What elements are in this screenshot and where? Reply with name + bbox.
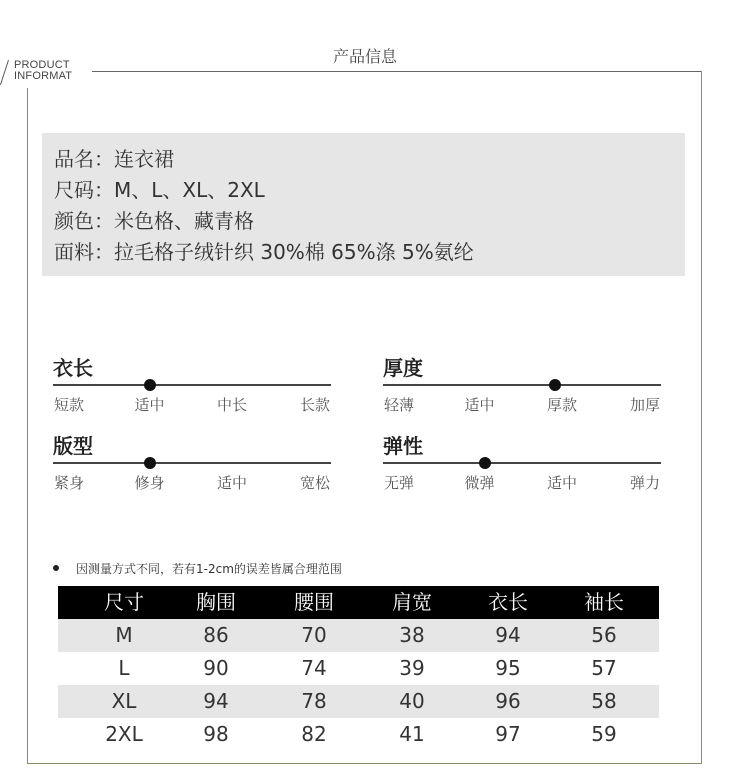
table-cell: 98 [203, 722, 229, 746]
attribute-title: 厚度 [383, 356, 423, 380]
attribute-title: 弹性 [383, 434, 423, 458]
table-row [58, 652, 659, 685]
table-cell: 38 [399, 623, 425, 647]
header-rule [92, 71, 702, 72]
table-cell: 82 [301, 722, 327, 746]
info-row-color: 颜色：米色格、藏青格 [54, 209, 254, 233]
table-cell: M [115, 623, 133, 647]
attribute-scale-label: 微弹 [464, 474, 495, 492]
table-cell: 94 [203, 689, 229, 713]
table-header-cell: 尺寸 [104, 590, 144, 614]
note-bullet [53, 565, 59, 571]
attribute-scale-line [53, 462, 331, 464]
table-header-cell: 肩宽 [392, 590, 432, 614]
table-cell: XL [111, 689, 137, 713]
attribute-scale-label: 紧身 [53, 474, 85, 492]
header-english-line2: INFORMAT [14, 70, 73, 82]
table-cell: 96 [495, 689, 521, 713]
measurement-note: 因测量方式不同，若有1-2cm的误差皆属合理范围 [76, 562, 342, 576]
attribute-title: 衣长 [53, 356, 93, 380]
header-english-line1: PRODUCT [14, 59, 70, 71]
info-row-fabric: 面料：拉毛格子绒针织 30%棉 65%涤 5%氨纶 [54, 240, 474, 264]
table-header-cell: 衣长 [488, 590, 528, 614]
product-info-box [42, 133, 685, 276]
frame-bottom-border [27, 763, 702, 764]
attribute-scale-line [383, 384, 661, 386]
table-cell: 2XL [105, 722, 143, 746]
attribute-scale-label: 短款 [53, 396, 85, 414]
attribute-scale-label: 无弹 [383, 474, 415, 492]
attribute-scale-label: 中长 [216, 396, 248, 414]
table-header-cell: 袖长 [584, 590, 624, 614]
table-cell: 94 [495, 623, 521, 647]
attribute-scale-label: 适中 [134, 396, 165, 414]
table-row [58, 685, 659, 718]
table-cell: 97 [495, 722, 521, 746]
info-row-name: 品名：连衣裙 [54, 147, 174, 171]
attribute-scale-label: 厚款 [546, 396, 578, 414]
attribute-scale-label: 长款 [299, 396, 331, 414]
table-cell: 78 [301, 689, 327, 713]
attribute-scale-label: 适中 [216, 474, 248, 492]
attribute-level-marker [549, 379, 561, 391]
attribute-title: 版型 [53, 434, 93, 458]
page-title: 产品信息 [332, 47, 397, 66]
table-cell: 57 [591, 656, 617, 680]
table-header-cell: 胸围 [196, 590, 236, 614]
table-row [58, 718, 659, 751]
frame-left-border [27, 88, 28, 764]
attribute-scale-label: 适中 [464, 396, 495, 414]
info-row-size: 尺码：M、L、XL、2XL [54, 178, 265, 202]
attribute-scale-label: 适中 [546, 474, 578, 492]
table-cell: 59 [591, 722, 617, 746]
attribute-scale-label: 轻薄 [383, 396, 415, 414]
frame-right-border [701, 71, 702, 764]
table-cell: 95 [495, 656, 521, 680]
table-header-cell: 腰围 [294, 590, 334, 614]
attribute-scale-line [53, 384, 331, 386]
table-row [58, 619, 659, 652]
table-cell: 70 [301, 623, 327, 647]
table-cell: 40 [399, 689, 425, 713]
table-cell: L [118, 656, 130, 680]
table-cell: 56 [591, 623, 617, 647]
attribute-level-marker [144, 457, 156, 469]
attribute-scale-label: 弹力 [629, 474, 661, 492]
attribute-scale-label: 宽松 [299, 474, 331, 492]
attribute-scale-line [383, 462, 661, 464]
table-cell: 41 [399, 722, 425, 746]
table-cell: 58 [591, 689, 617, 713]
table-cell: 39 [399, 656, 425, 680]
attribute-level-marker [144, 379, 156, 391]
attribute-scale-label: 修身 [134, 474, 165, 492]
table-cell: 90 [203, 656, 229, 680]
attribute-level-marker [479, 457, 491, 469]
size-table [58, 586, 659, 751]
table-header-row [58, 586, 659, 619]
table-cell: 74 [301, 656, 327, 680]
table-cell: 86 [203, 623, 229, 647]
attribute-scale-label: 加厚 [629, 396, 661, 414]
